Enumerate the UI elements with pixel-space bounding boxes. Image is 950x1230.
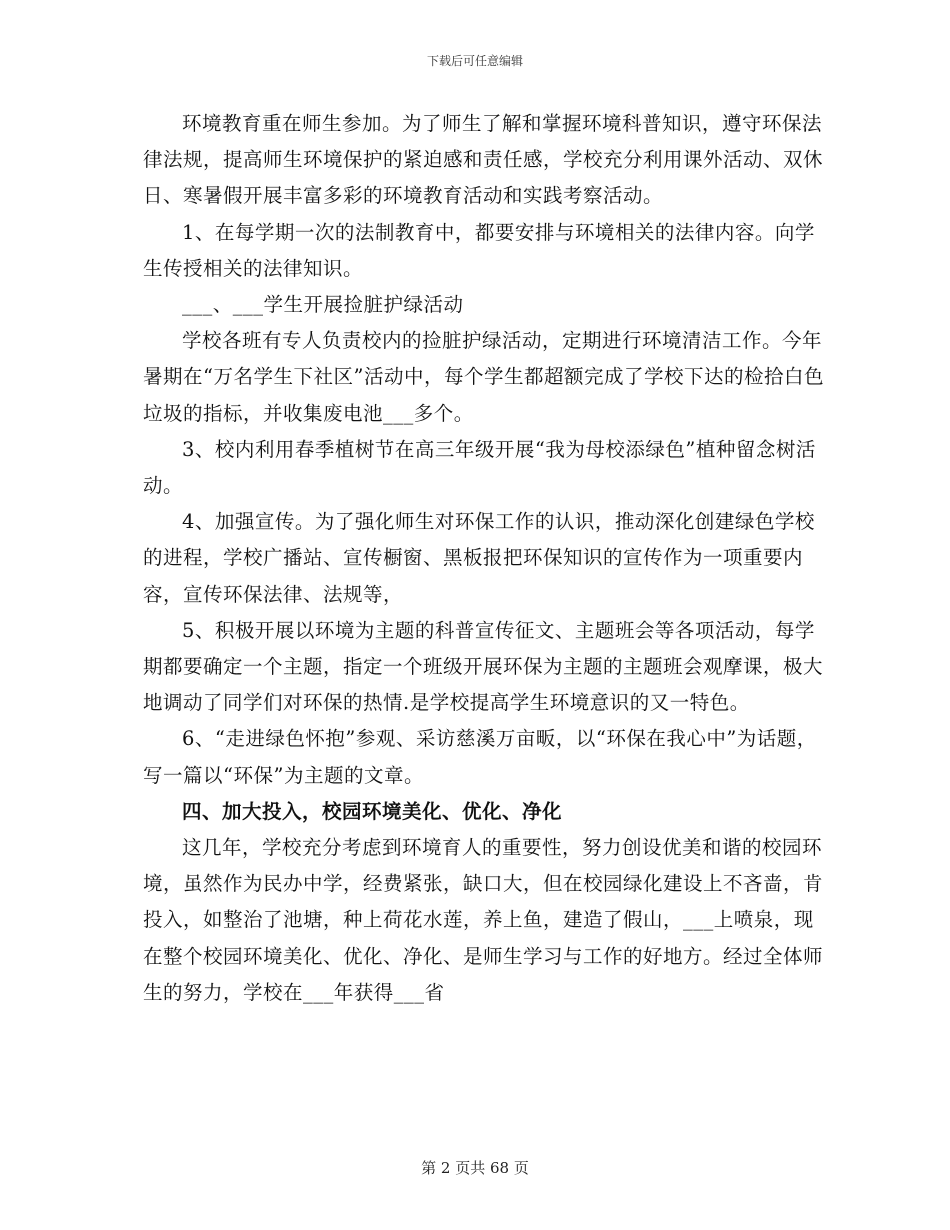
- section-heading-4: 四、加大投入，校园环境美化、优化、净化: [182, 799, 563, 823]
- paragraph-item-5: 5、积极开展以环境为主题的科普宣传征文、主题班会等各项活动，每学期都要确定一个主题，指定一个班级开展环保为主题的主题班会观摩课，极大地调动了同学们对环保的热情.是学校提高学生环境意识的又一特色。: [143, 618, 824, 715]
- paragraph-intro: 环境教育重在师生参加。为了师生了解和掌握环境科普知识，遵守环保法律法规，提高师生环境保护的紧迫感和责任感，学校充分利用课外活动、双休日、寒暑假开展丰富多彩的环境教育活动和实践考察活动。: [143, 112, 824, 208]
- document-body: [143, 106, 833, 1011]
- paragraph-investment: 这几年，学校充分考虑到环境育人的重要性，努力创设优美和谐的校园环境，虽然作为民办中学，经费紧张，缺口大，但在校园绿化建设上不吝啬，肯投入，如整治了池塘，种上荷花水莲，养上鱼，建造了假山，___上喷泉，现在整个校园环境美化、优化、净化、是师生学习与工作的好地方。经过全体师生的努力，学校在___年获得___省: [143, 836, 824, 1004]
- paragraph-cleanup-activity: 学校各班有专人负责校内的捡脏护绿活动，定期进行环境清洁工作。今年暑期在“万名学生下社区”活动中，每个学生都超额完成了学校下达的检拾白色垃圾的指标，并收集废电池___多个。: [143, 329, 824, 425]
- paragraph-item-1: 1、在每学期一次的法制教育中，都要安排与环境相关的法律内容。向学生传授相关的法律知识。: [143, 220, 815, 280]
- page-header: 下载后可任意编辑: [426, 54, 523, 68]
- paragraph-item-4: 4、加强宣传。为了强化师生对环保工作的认识，推动深化创建绿色学校的进程，学校广播站、宣传橱窗、黑板报把环保知识的宣传作为一项重要内容，宣传环保法律、法规等，: [143, 510, 815, 606]
- paragraph-subheading-2: ___、___学生开展捡脏护绿活动: [182, 293, 464, 317]
- paragraph-item-3: 3、校内利用春季植树节在高三年级开展“我为母校添绿色”植种留念树活动。: [143, 437, 816, 498]
- paragraph-item-6: 6、“走进绿色怀抱”参观、采访慈溪万亩畈，以“环保在我心中”为话题，写一篇以“环保”为主题的文章。: [143, 727, 817, 787]
- page-footer: 第 2 页共 68 页: [421, 1159, 529, 1177]
